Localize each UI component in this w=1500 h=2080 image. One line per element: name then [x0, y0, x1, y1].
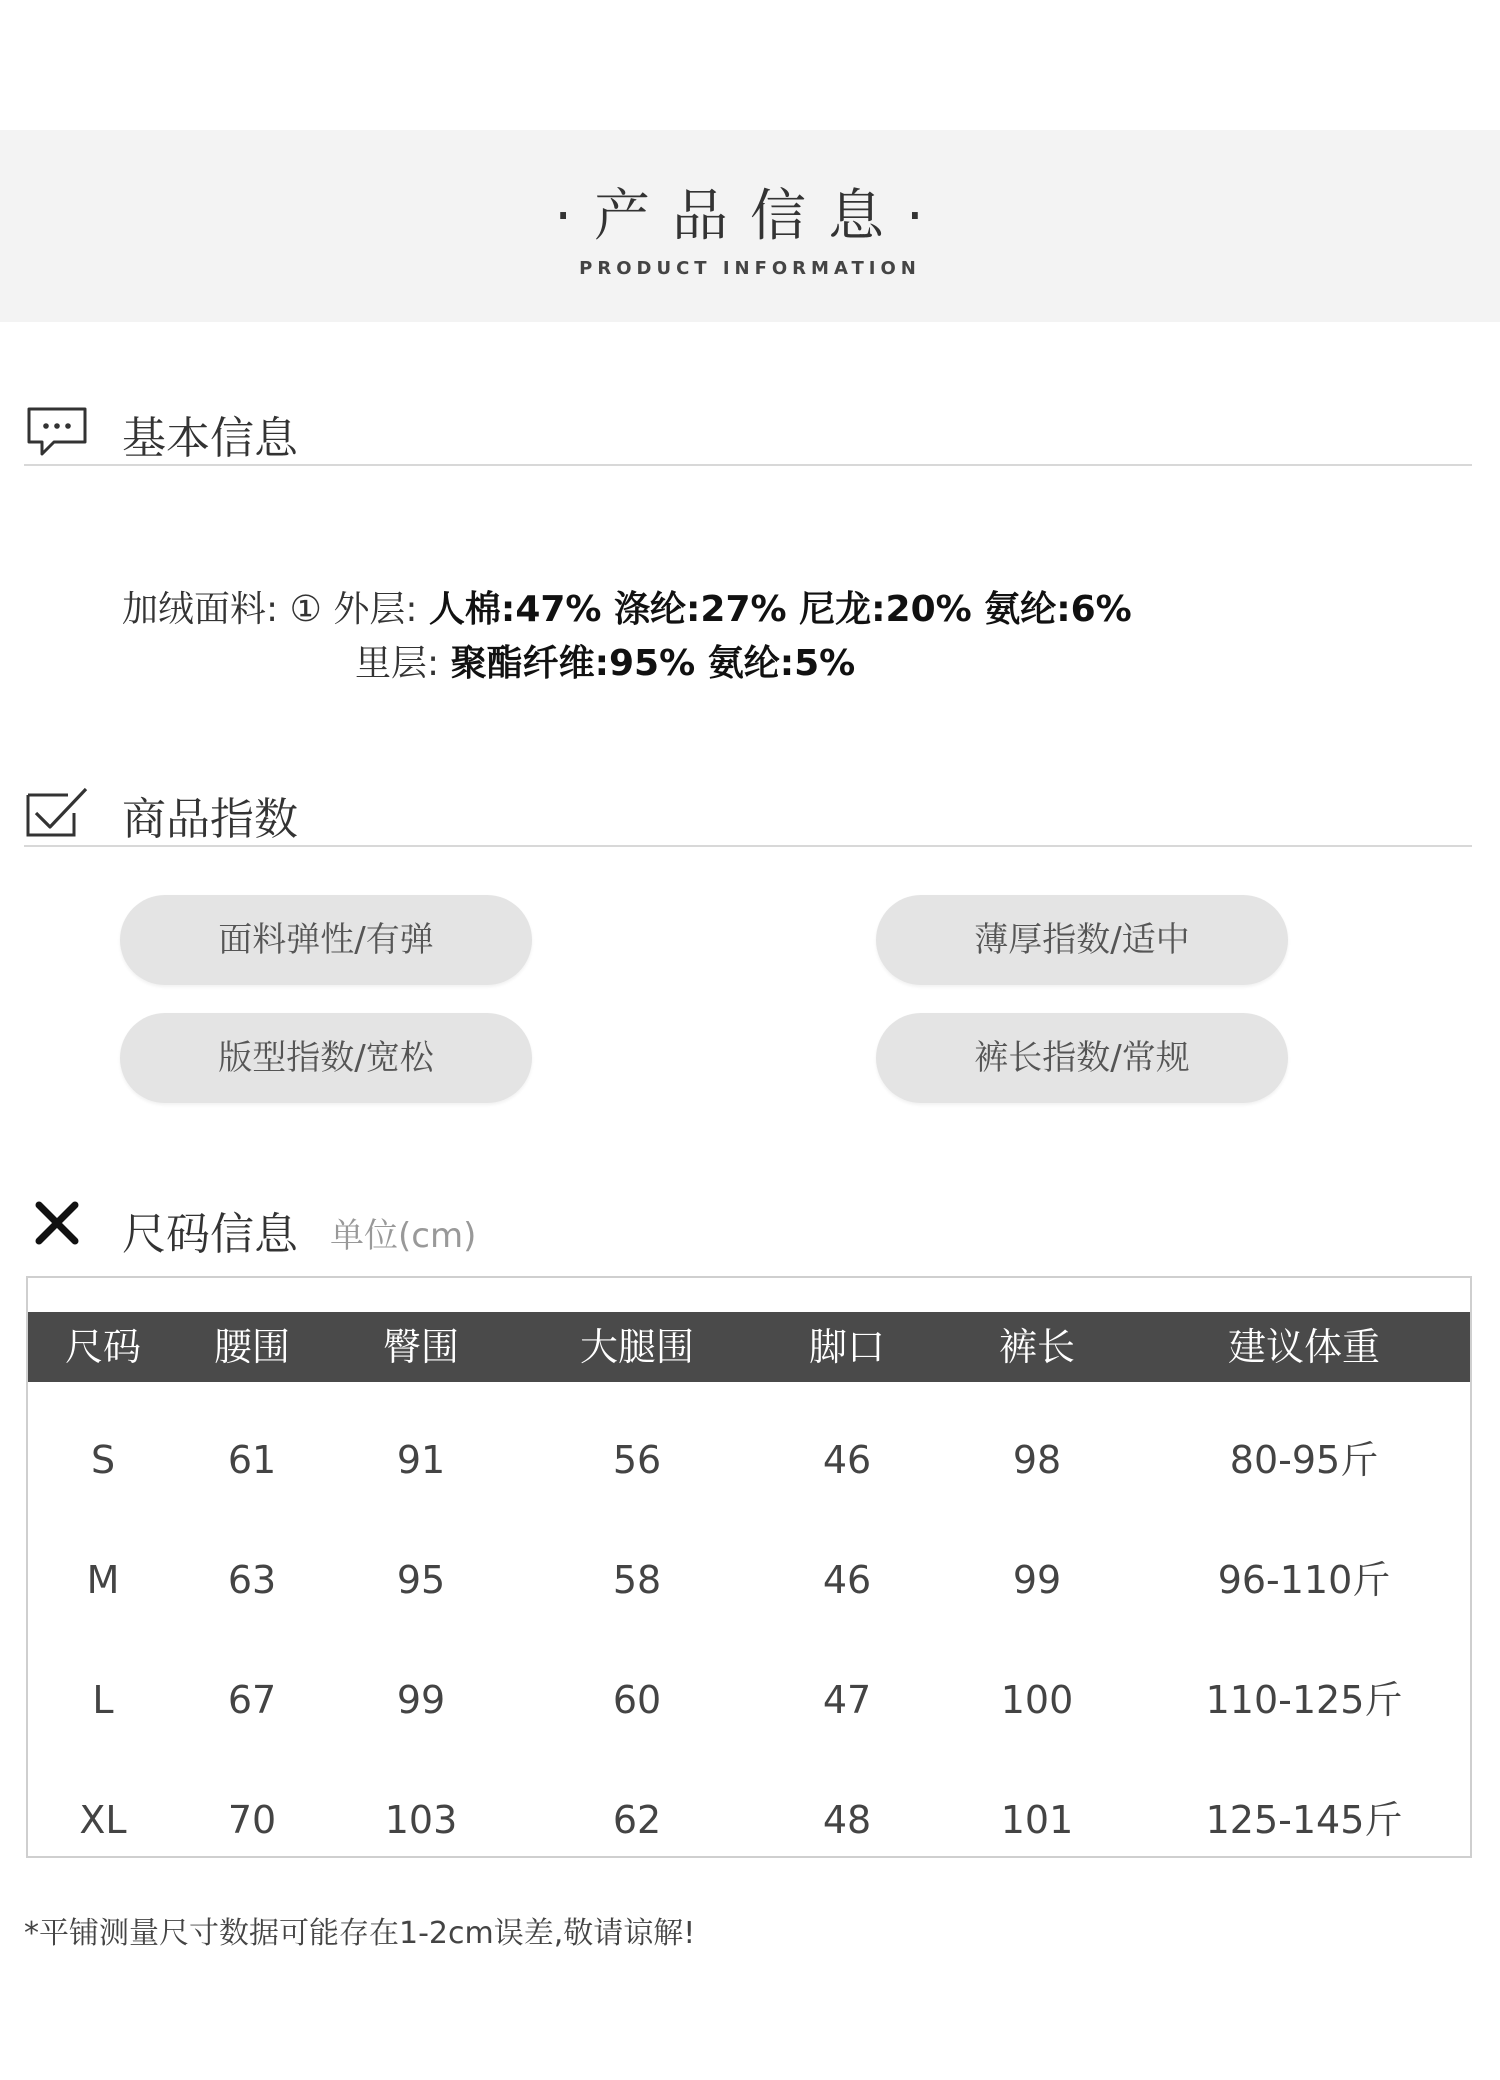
cell-hip: 103: [384, 1798, 458, 1842]
header-hip: 臀围: [382, 1325, 459, 1369]
header-leg-opening: 脚口: [808, 1325, 885, 1369]
cell-hip: 99: [396, 1678, 446, 1722]
fabric-outer-row: [122, 583, 1132, 637]
close-x-icon: [34, 1200, 80, 1246]
cell-leg-opening: 46: [822, 1438, 872, 1482]
product-index-header: [24, 775, 1472, 847]
fabric-label: 加绒面料:: [122, 589, 279, 630]
product-index-title: 商品指数: [122, 794, 298, 845]
cell-pants-length: 98: [1012, 1438, 1062, 1482]
header-waist: 腰围: [213, 1325, 290, 1369]
cell-thigh: 56: [612, 1438, 662, 1482]
cell-leg-opening: 46: [822, 1558, 872, 1602]
cell-weight: 80-95斤: [1229, 1438, 1379, 1482]
table-row: [28, 1520, 1470, 1640]
size-info-title: 尺码信息: [122, 1209, 298, 1260]
cell-waist: 70: [227, 1798, 277, 1842]
cell-weight: 125-145斤: [1205, 1798, 1403, 1842]
size-table-header: [28, 1312, 1470, 1382]
pill-thickness: 薄厚指数/适中: [876, 895, 1288, 985]
cell-thigh: 60: [612, 1678, 662, 1722]
fabric-inner-row: [122, 637, 1132, 691]
cell-weight: 110-125斤: [1205, 1678, 1403, 1722]
outer-value: 人棉:47% 涤纶:27% 尼龙:20% 氨纶:6%: [428, 589, 1132, 630]
basic-info-header: [24, 394, 1472, 466]
pill-elasticity: 面料弹性/有弹: [120, 895, 532, 985]
banner-subtitle: PRODUCT INFORMATION: [579, 258, 921, 279]
basic-info-title: 基本信息: [122, 413, 298, 464]
header-thigh: 大腿围: [579, 1325, 694, 1369]
fabric-composition: [122, 583, 1132, 691]
pill-length: 裤长指数/常规: [876, 1013, 1288, 1103]
size-table: [26, 1276, 1472, 1858]
cell-hip: 95: [396, 1558, 446, 1602]
pill-fit: 版型指数/宽松: [120, 1013, 532, 1103]
cell-size: L: [92, 1678, 114, 1722]
table-row: [28, 1760, 1470, 1880]
cell-thigh: 62: [612, 1798, 662, 1842]
cell-size: S: [90, 1438, 116, 1482]
cell-leg-opening: 47: [822, 1678, 872, 1722]
size-info-header: [24, 1190, 1024, 1260]
header-pants-length: 裤长: [998, 1325, 1075, 1369]
cell-waist: 67: [227, 1678, 277, 1722]
cell-waist: 61: [227, 1438, 277, 1482]
size-unit: 单位(cm): [330, 1216, 477, 1256]
banner-title: ·产品信息·: [554, 184, 946, 249]
table-row: [28, 1400, 1470, 1520]
fabric-marker: ①: [289, 589, 322, 630]
cell-leg-opening: 48: [822, 1798, 872, 1842]
inner-label: 里层:: [355, 643, 440, 684]
cell-waist: 63: [227, 1558, 277, 1602]
table-row: [28, 1640, 1470, 1760]
cell-pants-length: 99: [1012, 1558, 1062, 1602]
measurement-note: *平铺测量尺寸数据可能存在1-2cm误差,敬请谅解!: [24, 1916, 696, 1951]
cell-pants-length: 101: [1000, 1798, 1074, 1842]
inner-value: 聚酯纤维:95% 氨纶:5%: [450, 643, 856, 684]
product-info-banner: [0, 130, 1500, 322]
speech-bubble-icon: [24, 404, 90, 458]
cell-pants-length: 100: [1000, 1678, 1074, 1722]
header-weight: 建议体重: [1227, 1325, 1380, 1369]
cell-weight: 96-110斤: [1217, 1558, 1391, 1602]
cell-size: M: [86, 1558, 120, 1602]
header-size: 尺码: [64, 1325, 141, 1369]
checkbox-checked-icon: [24, 785, 90, 839]
cell-thigh: 58: [612, 1558, 662, 1602]
cell-hip: 91: [396, 1438, 446, 1482]
cell-size: XL: [79, 1798, 127, 1842]
outer-label: 外层:: [333, 589, 418, 630]
